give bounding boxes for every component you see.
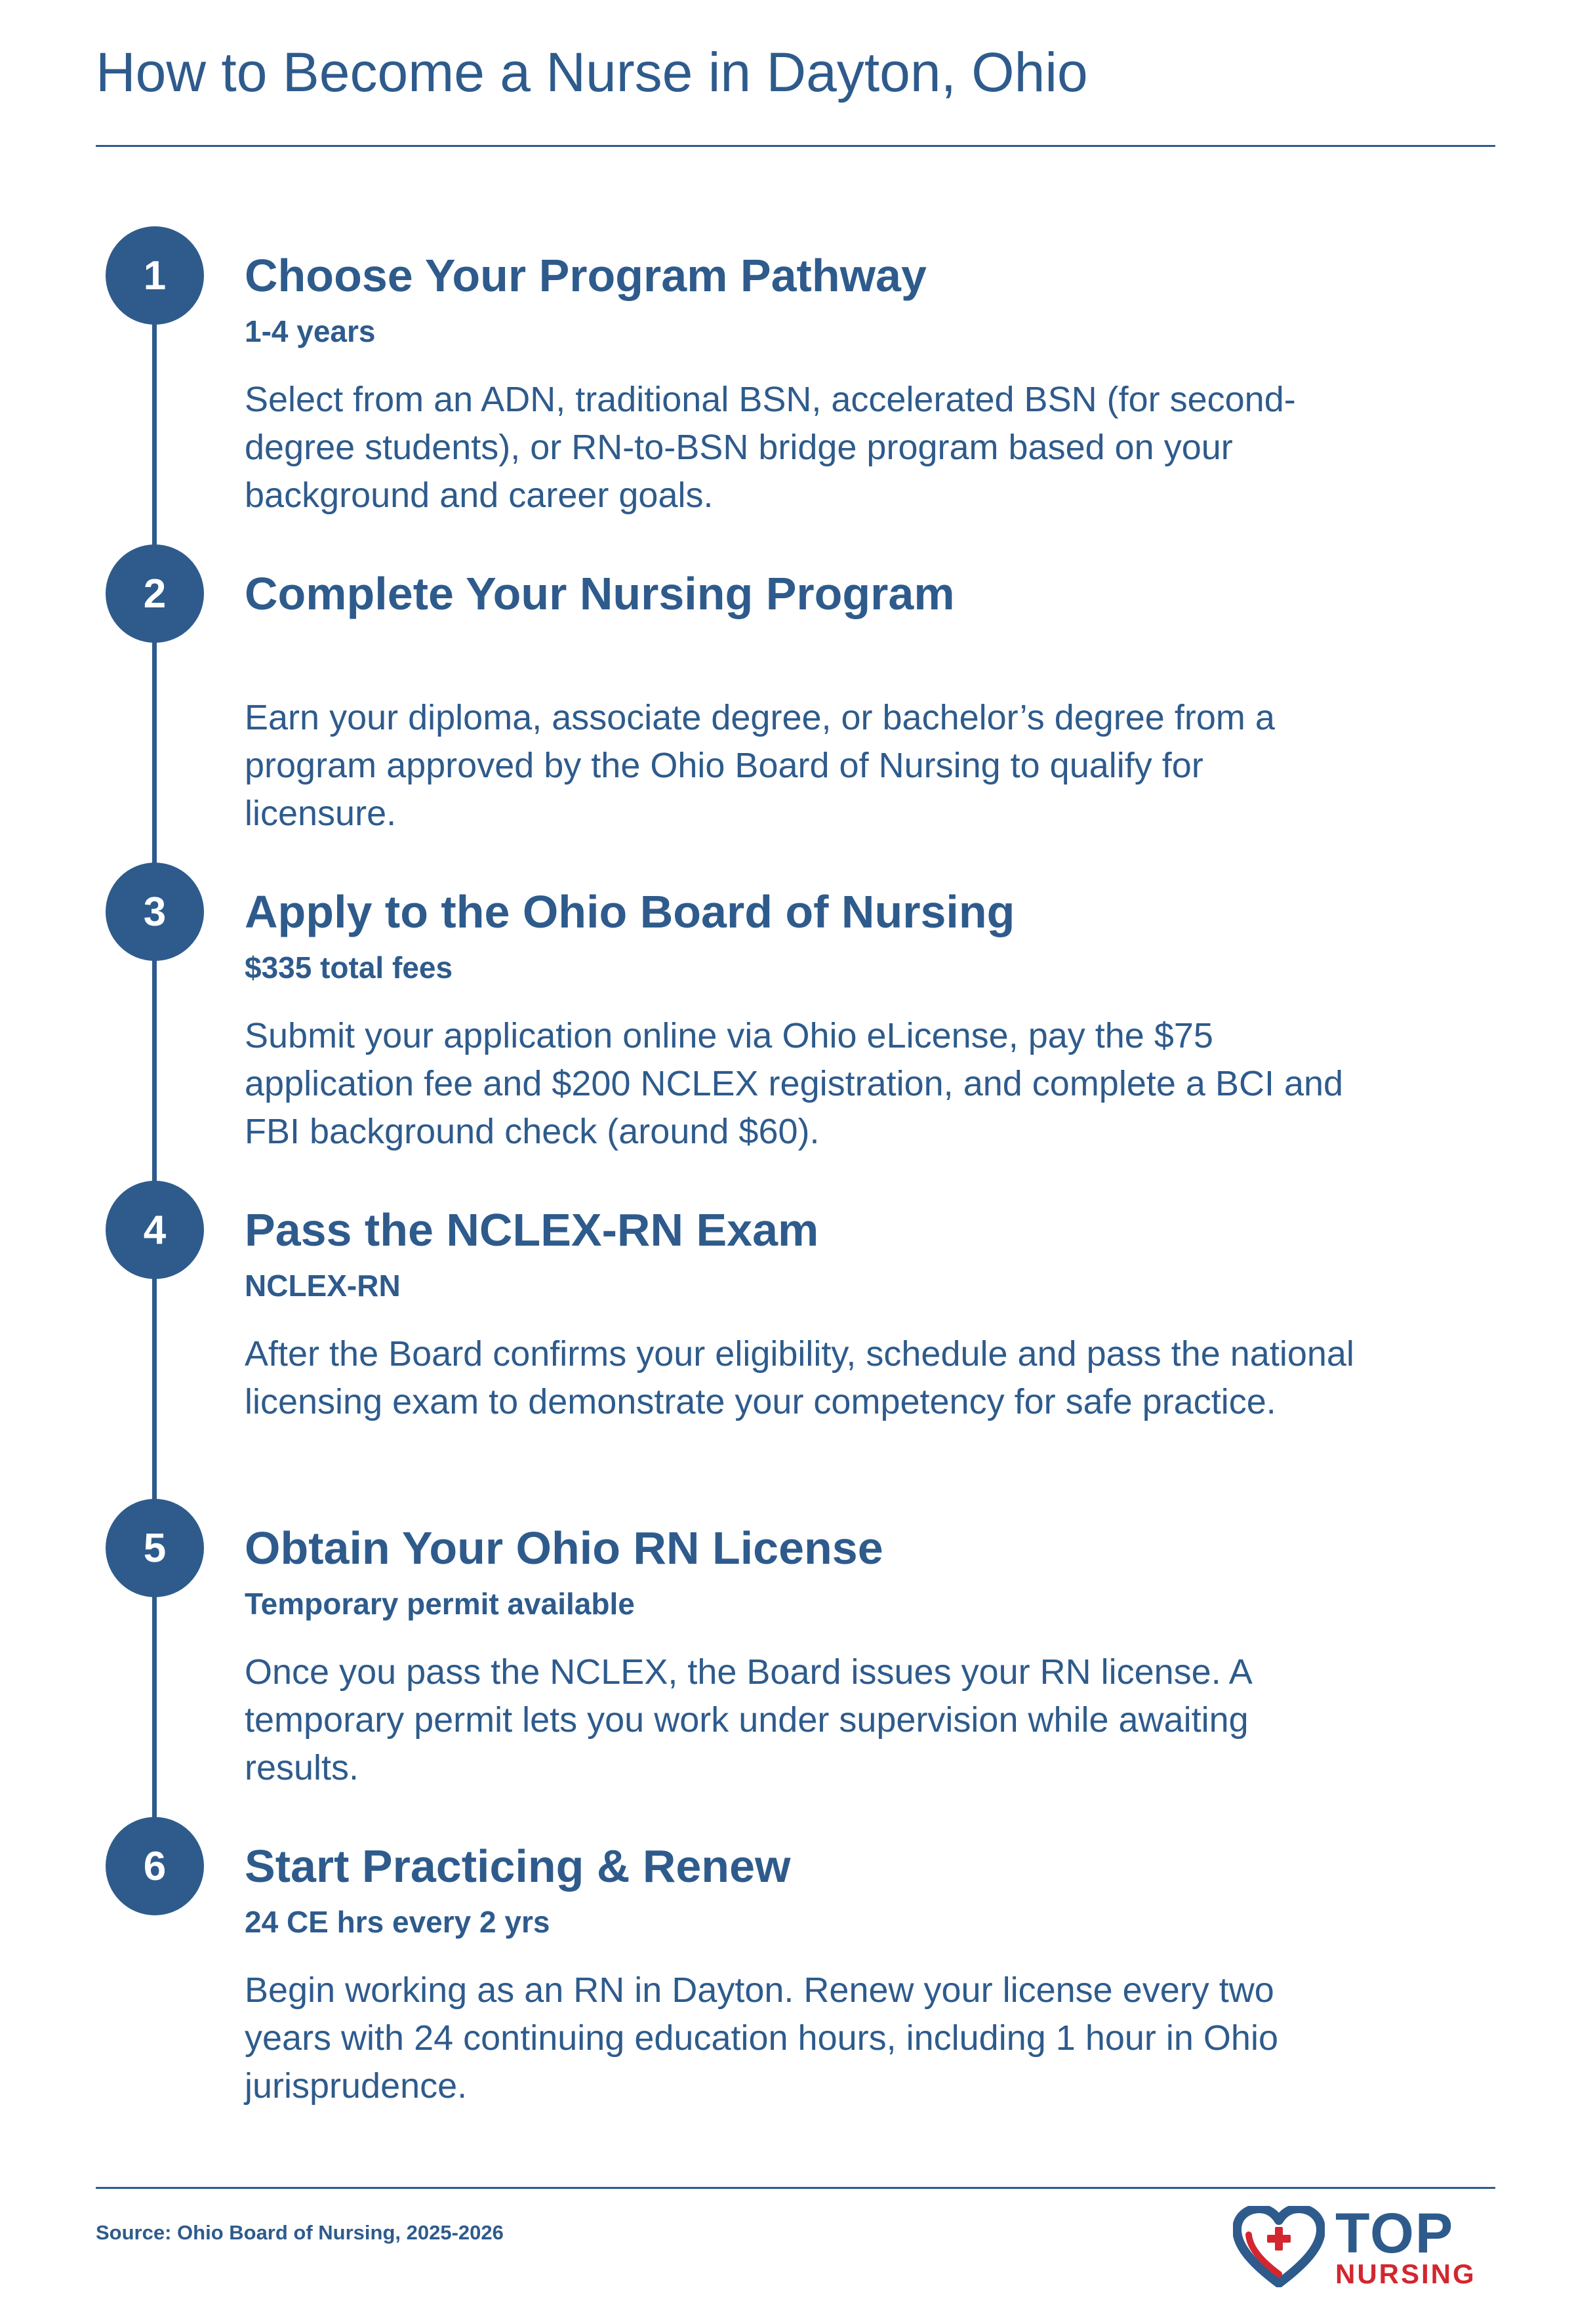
step-2-title: Complete Your Nursing Program (245, 568, 955, 619)
step-3-description: Submit your application online via Ohio eLicense, pay the $75 application fee and $200 NCLEX registration, and complete a BCI and FBI background check (around $60). (245, 1016, 1344, 1151)
top-nursing-logo (1233, 2204, 1495, 2289)
heart-cross-icon (1233, 2206, 1325, 2287)
logo-word-nursing: NURSING (1335, 2258, 1476, 2289)
step-4-number-badge: 4 (106, 1181, 204, 1279)
source-note: Source: Ohio Board of Nursing, 2025-2026 (96, 2221, 504, 2244)
step-5-meta: Temporary permit available (245, 1587, 635, 1621)
step-1-description: Select from an ADN, traditional BSN, accelerated BSN (for second-degree students), or RN-to-BSN bridge program based on your background and career goals. (245, 380, 1296, 515)
step-3-number-badge: 3 (106, 863, 204, 961)
step-5-description: Once you pass the NCLEX, the Board issues your RN license. A temporary permit lets you work under supervision while awaiting results. (245, 1652, 1251, 1787)
header-divider (96, 145, 1495, 147)
step-1-title: Choose Your Program Pathway (245, 250, 927, 301)
step-4-description: After the Board confirms your eligibility, schedule and pass the national licensing exam to demonstrate your competency for safe practice. (245, 1334, 1354, 1421)
logo-word-top: TOP (1335, 2202, 1455, 2265)
step-6-description: Begin working as an RN in Dayton. Renew your license every two years with 24 continuing education hours, including 1 hour in Ohio jurisprudence. (245, 1970, 1278, 2106)
step-4-meta: NCLEX-RN (245, 1269, 401, 1303)
step-5-number-badge: 5 (106, 1499, 204, 1597)
step-3-title: Apply to the Ohio Board of Nursing (245, 886, 1015, 937)
page-title: How to Become a Nurse in Dayton, Ohio (96, 41, 1088, 103)
step-2-number-badge: 2 (106, 544, 204, 643)
step-6-meta: 24 CE hrs every 2 yrs (245, 1905, 550, 1939)
step-6-number-badge: 6 (106, 1817, 204, 1915)
step-6-title: Start Practicing & Renew (245, 1841, 791, 1892)
step-5-title: Obtain Your Ohio RN License (245, 1522, 883, 1574)
footer-divider (96, 2187, 1495, 2189)
step-2-description: Earn your diploma, associate degree, or bachelor’s degree from a program approved by the Ohio Board of Nursing to qualify for licensure. (245, 698, 1275, 833)
step-3-meta: $335 total fees (245, 950, 453, 985)
step-1-meta: 1-4 years (245, 314, 376, 348)
timeline-line (152, 275, 157, 1863)
step-1-number-badge: 1 (106, 226, 204, 325)
step-4-title: Pass the NCLEX-RN Exam (245, 1204, 819, 1255)
